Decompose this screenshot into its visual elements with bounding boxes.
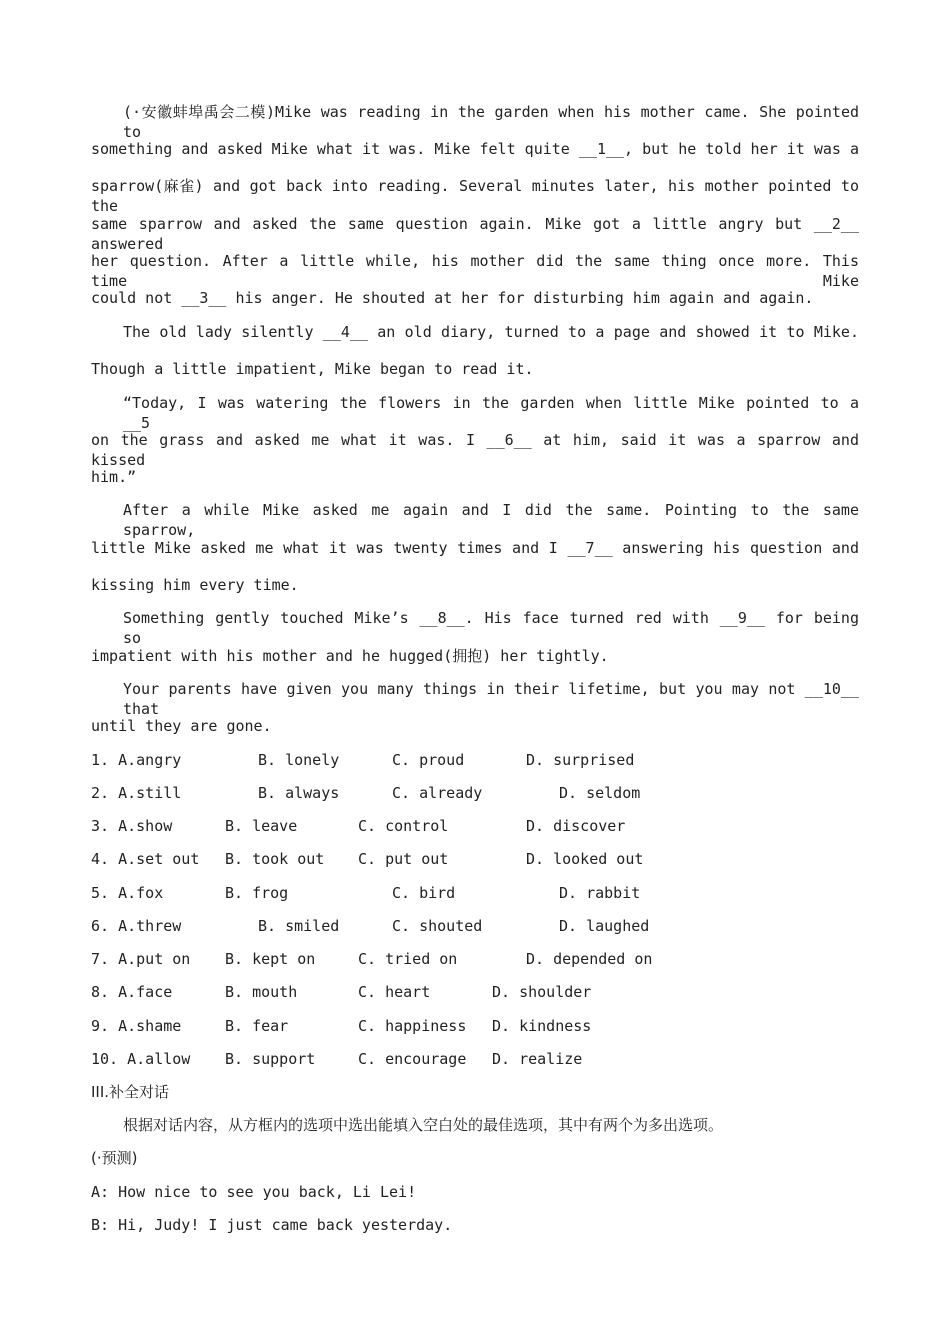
passage-line: The old lady silently __4__ an old diary, turned to a page and showed it to Mike.	[123, 323, 859, 341]
option-item: D. surprised	[526, 751, 635, 769]
section-heading: III.补全对话	[91, 1083, 170, 1101]
section-tag: (·预测)	[91, 1149, 138, 1167]
passage-line: could not __3__ his anger. He shouted at her for disturbing him again and again.	[91, 289, 814, 307]
option-item: C. tried on	[358, 950, 458, 968]
passage-line: little Mike asked me what it was twenty times and I __7__ answering his question and	[91, 539, 859, 557]
option-item: 8. A.face	[91, 983, 173, 1001]
option-item: 2. A.still	[91, 784, 182, 802]
option-item: 7. A.put on	[91, 950, 191, 968]
option-item: D. shoulder	[492, 983, 592, 1001]
option-item: 3. A.show	[91, 817, 173, 835]
option-item: 9. A.shame	[91, 1017, 182, 1035]
option-item: 6. A.threw	[91, 917, 182, 935]
passage-line: Your parents have given you many things in their lifetime, but you may not __10__ that	[123, 680, 859, 718]
option-item: B. kept on	[225, 950, 316, 968]
option-item: C. encourage	[358, 1050, 467, 1068]
option-item: C. heart	[358, 983, 431, 1001]
option-item: D. rabbit	[559, 884, 641, 902]
passage-line: Something gently touched Mike’s __8__. His face turned red with __9__ for being so	[123, 609, 859, 647]
passage-line: something and asked Mike what it was. Mike felt quite __1__, but he told her it was a	[91, 140, 859, 158]
section-instruction: 根据对话内容，从方框内的选项中选出能填入空白处的最佳选项，其中有两个为多出选项。	[123, 1116, 724, 1134]
passage-line: him.”	[91, 468, 137, 486]
option-item: C. proud	[392, 751, 465, 769]
option-item: C. happiness	[358, 1017, 467, 1035]
passage-line: impatient with his mother and he hugged(拥抱) her tightly.	[91, 647, 609, 665]
option-item: C. control	[358, 817, 449, 835]
option-item: D. discover	[526, 817, 626, 835]
option-item: D. depended on	[526, 950, 653, 968]
option-item: D. realize	[492, 1050, 583, 1068]
option-item: D. kindness	[492, 1017, 592, 1035]
option-item: B. frog	[225, 884, 289, 902]
option-item: D. seldom	[559, 784, 641, 802]
option-item: 5. A.fox	[91, 884, 164, 902]
option-item: B. always	[258, 784, 340, 802]
passage-line: same sparrow and asked the same question again. Mike got a little angry but __2__ answered	[91, 215, 859, 253]
passage-line: “Today, I was watering the flowers in the garden when little Mike pointed to a __5	[123, 394, 859, 432]
option-item: B. leave	[225, 817, 298, 835]
option-item: 10. A.allow	[91, 1050, 191, 1068]
option-item: D. looked out	[526, 850, 644, 868]
option-item: C. bird	[392, 884, 456, 902]
passage-line: until they are gone.	[91, 717, 272, 735]
passage-line: (·安徽蚌埠禹会二模)Mike was reading in the garden when his mother came. She pointed to	[123, 103, 859, 141]
option-item: B. support	[225, 1050, 316, 1068]
option-item: 4. A.set out	[91, 850, 200, 868]
option-item: B. mouth	[225, 983, 298, 1001]
option-item: D. laughed	[559, 917, 650, 935]
passage-line: her question. After a little while, his mother did the same thing once more. This time Mike	[91, 252, 859, 290]
passage-line: on the grass and asked me what it was. I __6__ at him, said it was a sparrow and kissed	[91, 431, 859, 469]
passage-line: After a while Mike asked me again and I did the same. Pointing to the same sparrow,	[123, 501, 859, 539]
option-item: C. shouted	[392, 917, 483, 935]
passage-line: Though a little impatient, Mike began to read it.	[91, 360, 534, 378]
passage-line: kissing him every time.	[91, 576, 299, 594]
option-item: C. put out	[358, 850, 449, 868]
option-item: B. fear	[225, 1017, 289, 1035]
dialogue-line-a: A: How nice to see you back, Li Lei!	[91, 1183, 417, 1201]
option-item: B. lonely	[258, 751, 340, 769]
passage-line: sparrow(麻雀) and got back into reading. Several minutes later, his mother pointed to the	[91, 177, 859, 215]
option-item: 1. A.angry	[91, 751, 182, 769]
option-item: B. took out	[225, 850, 325, 868]
dialogue-line-b: B: Hi, Judy! I just came back yesterday.	[91, 1216, 453, 1234]
option-item: B. smiled	[258, 917, 340, 935]
option-item: C. already	[392, 784, 483, 802]
